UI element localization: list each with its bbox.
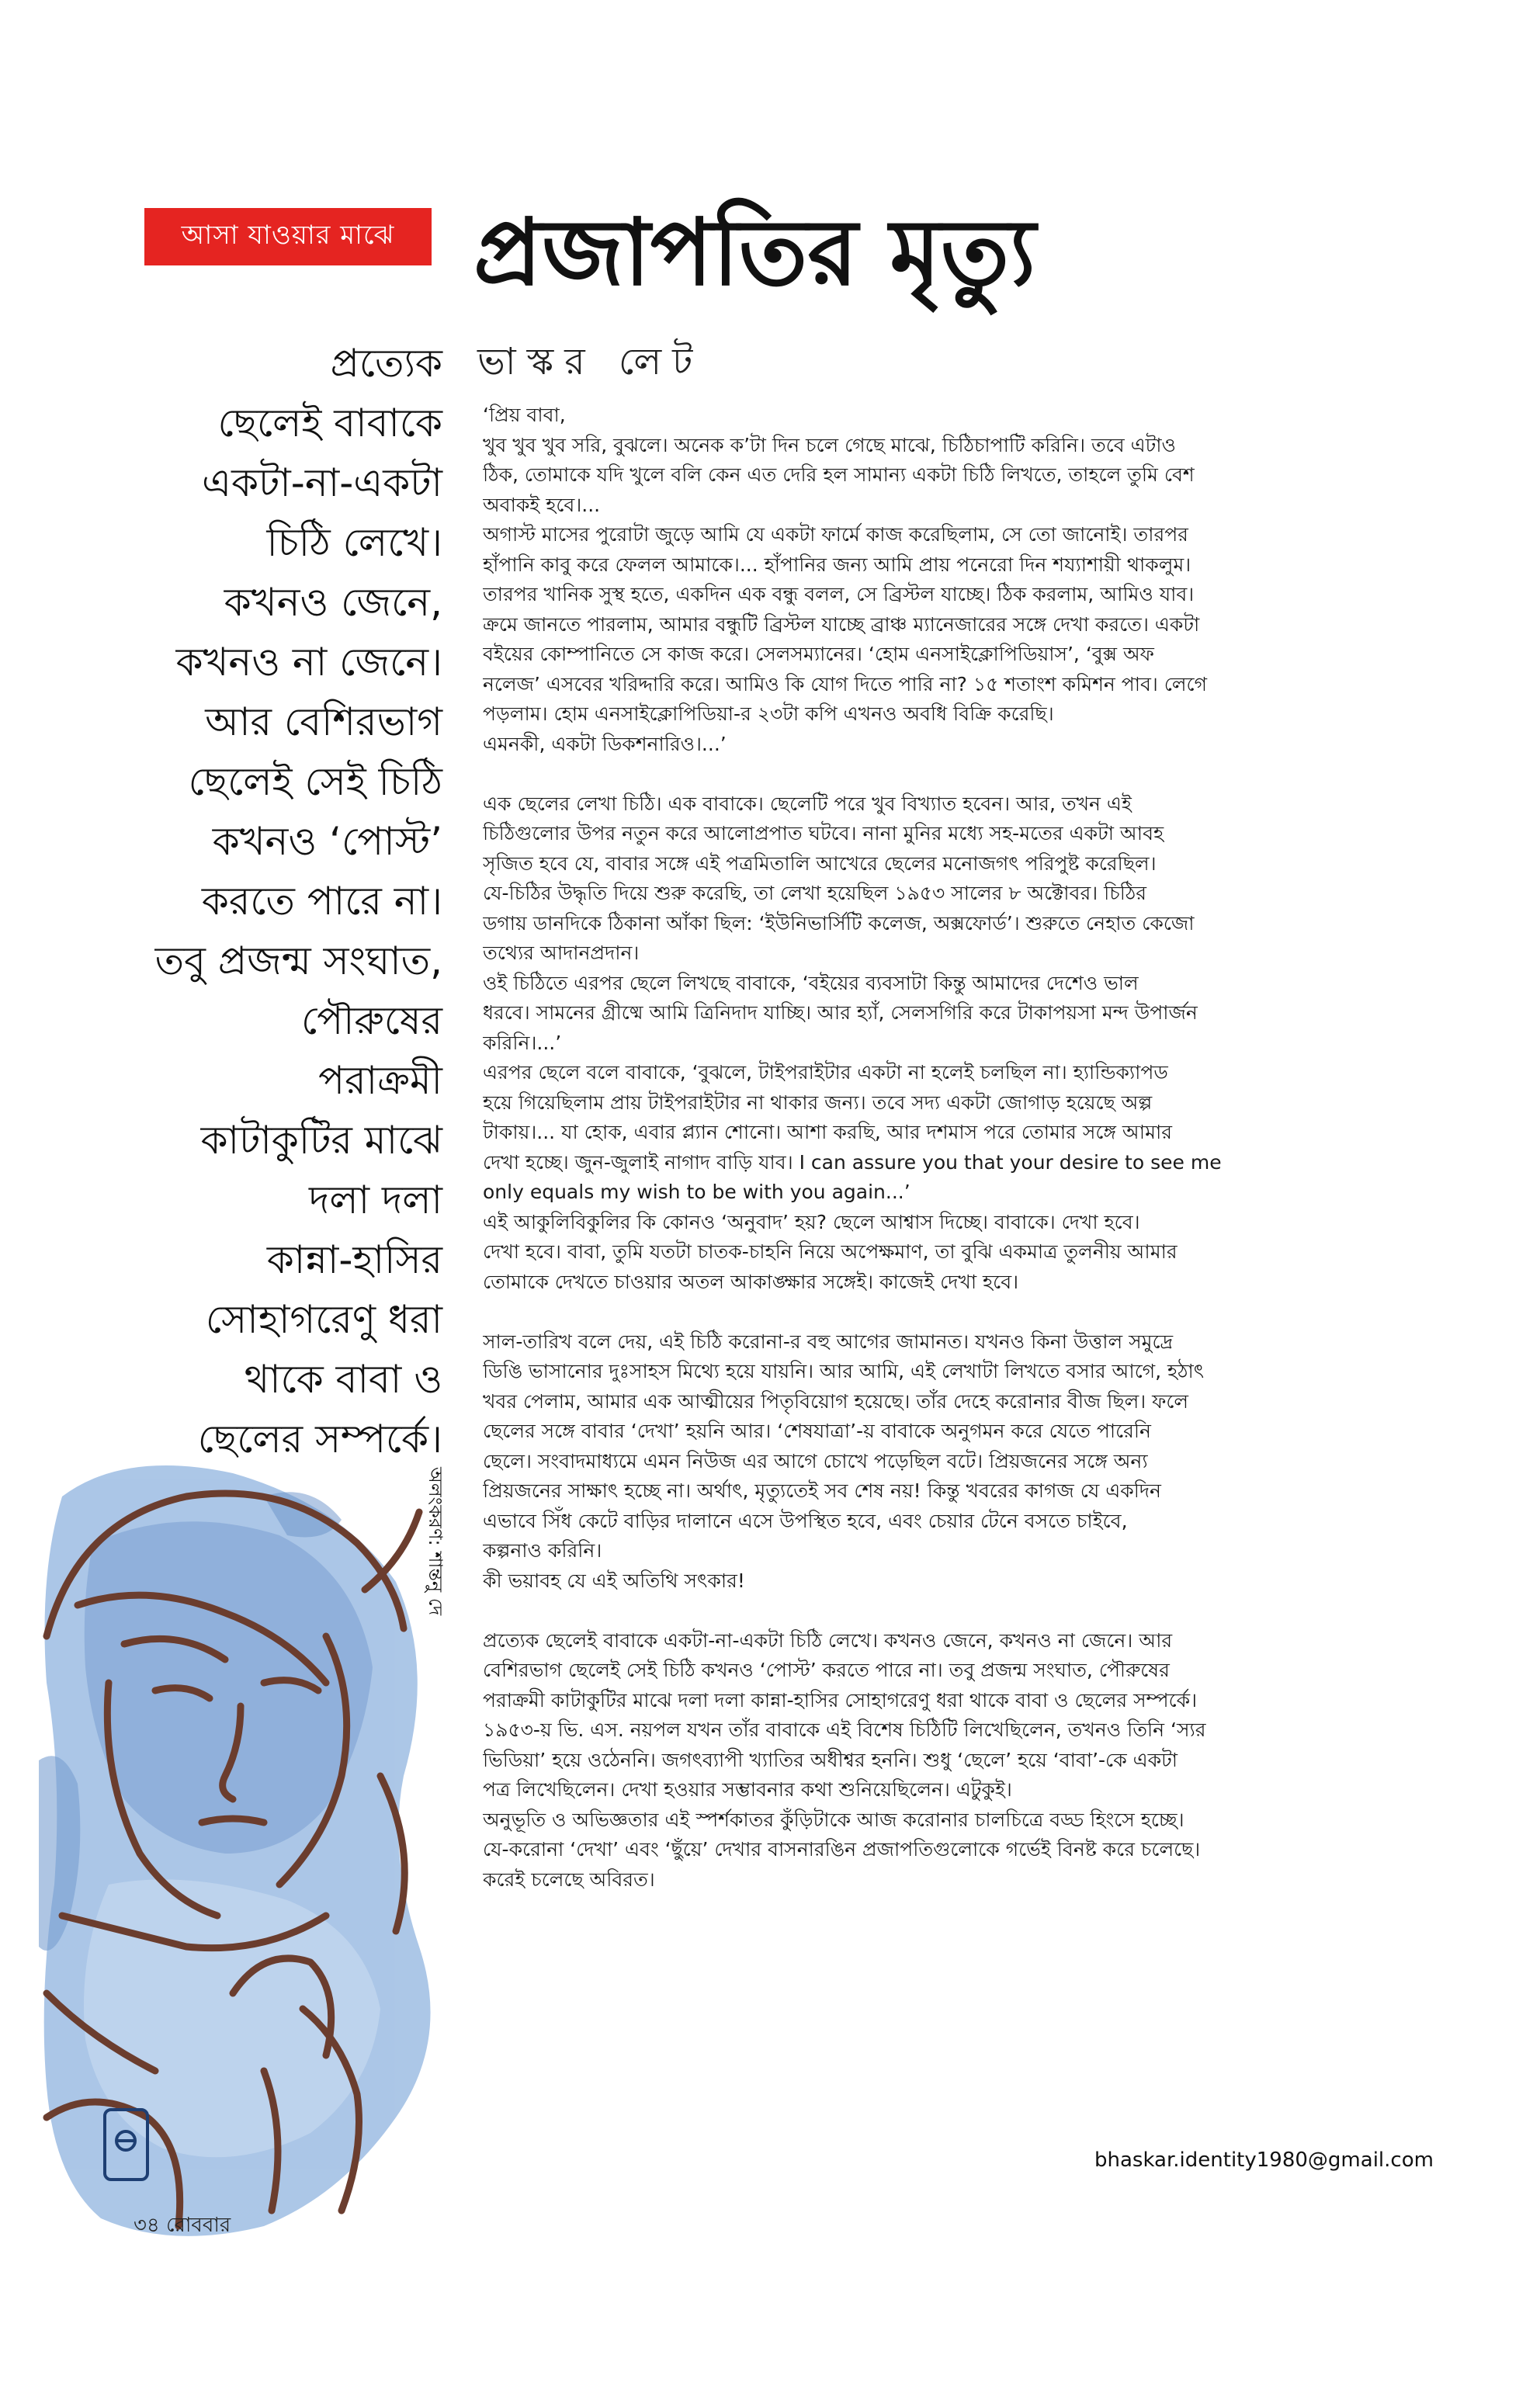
body-line: ডগায় ডানদিকে ঠিকানা আঁকা ছিল: ‘ইউনিভার্সিটি কলেজ, অক্সফোর্ড’। শুরুতে নেহাত কেজো — [483, 911, 1195, 935]
pull-quote-line: কখনও না জেনে। — [175, 640, 442, 685]
illustration — [31, 1450, 466, 2253]
body-line: তারপর খানিক সুস্থ হতে, একদিন এক বন্ধু বলল, সে ব্রিস্টল যাচ্ছে। ঠিক করলাম, আমিও যাব। — [483, 583, 1195, 605]
article-body — [483, 401, 1399, 1895]
pull-quote-line: পরাক্রমী — [318, 1058, 442, 1103]
pull-quote-line: তবু প্রজন্ম সংঘাত, — [154, 938, 442, 983]
body-line: প্রত্যেক ছেলেই বাবাকে একটা-না-একটা চিঠি লেখে। কখনও জেনে, কখনও না জেনে। আর — [483, 1628, 1173, 1652]
body-line: অগাস্ট মাসের পুরোটা জুড়ে আমি যে একটা ফার্মে কাজ করেছিলাম, সে তো জানোই। তারপর — [483, 523, 1188, 546]
pull-quote-line: ছেলেই বাবাকে — [217, 401, 442, 446]
body-line: খবর পেলাম, আমার এক আত্মীয়ের পিতৃবিয়োগ হয়েছে। তাঁর দেহে করোনার বীজ ছিল। ফলে — [483, 1389, 1189, 1413]
body-line: এক ছেলের লেখা চিঠি। এক বাবাকে। ছেলেটি পরে খুব বিখ্যাত হবেন। আর, তখন এই — [483, 792, 1132, 815]
paragraph-gap — [483, 1297, 1399, 1327]
body-line: ঠিক, তোমাকে যদি খুলে বলি কেন এত দেরি হল সামান্য একটা চিঠি লিখতে, তাহলে তুমি বেশ — [483, 463, 1195, 486]
pull-quote-line: ছেলেই সেই চিঠি — [188, 759, 442, 804]
body-line: সাল-তারিখ বলে দেয়, এই চিঠি করোনা-র বহু আগের জামানত। যখনও কিনা উত্তাল সমুদ্রে — [483, 1330, 1174, 1353]
pull-quote — [116, 334, 442, 1469]
body-line: প্রিয়জনের সাক্ষাৎ হচ্ছে না। অর্থাৎ, মৃত্যুতেই সব শেষ নয়! কিন্তু খবরের কাগজ যে একদিন — [483, 1479, 1161, 1502]
body-line: করেই চলেছে অবিরত। — [483, 1868, 655, 1891]
pull-quote-line: কখনও ‘পোস্ট’ — [212, 819, 442, 864]
body-line: বইয়ের কোম্পানিতে সে কাজ করে। সেলসম্যানের। ‘হোম এনসাইক্লোপিডিয়াস’, ‘বুক্স অফ — [483, 643, 1154, 665]
pull-quote-line: ছেলের সম্পর্কে। — [197, 1417, 442, 1462]
body-line: পরাক্রমী কাটাকুটির মাঝে দলা দলা কান্না-হাসির সোহাগরেণু ধরা থাকে বাবা ও ছেলের সম্পর্কে। — [483, 1688, 1198, 1712]
body-line: ছেলের সঙ্গে বাবার ‘দেখা’ হয়নি আর। ‘শেষযাত্রা’-য় বাবাকে অনুগমন করে যেতে পারেনি — [483, 1420, 1151, 1442]
body-line: পত্র লিখেছিলেন। দেখা হওয়ার সম্ভাবনার কথা শুনিয়েছিলেন। এটুকুই। — [483, 1778, 1012, 1801]
body-line: বেশিরভাগ ছেলেই সেই চিঠি কখনও ‘পোস্ট’ করতে পারে না। তবু প্রজন্ম সংঘাত, পৌরুষের — [483, 1659, 1170, 1681]
body-line: অবাকই হবে।... — [483, 493, 601, 516]
body-line: অনুভূতি ও অভিজ্ঞতার এই স্পর্শকাতর কুঁড়িটাকে আজ করোনার চালচিত্রে বড্ড হিংসে হচ্ছে। — [483, 1808, 1184, 1831]
section-tag: আসা যাওয়ার মাঝে — [144, 208, 432, 265]
pull-quote-line: কাটাকুটির মাঝে — [200, 1118, 442, 1163]
pull-quote-line: পৌরুষের — [300, 998, 442, 1043]
body-line: নলেজ’ এসবের খরিদ্দারি করে। আমিও কি যোগ দিতে পারি না? ১৫ শতাংশ কমিশন পাব। লেগে — [483, 672, 1207, 695]
body-line: টাকায়।... যা হোক, এবার প্ল্যান শোনো। আশা করছি, আর দশমাস পরে তোমার সঙ্গে আমার — [483, 1121, 1172, 1143]
pull-quote-line: প্রত্যেক — [330, 341, 442, 386]
pull-quote-line: চিঠি লেখে। — [266, 520, 442, 565]
page-folio: ৩৪ রোববার — [134, 2214, 231, 2237]
body-line: only equals my wish to be with you again...’ — [483, 1181, 910, 1203]
illustration-credit: অলংকরণ: শান্তনু দে — [425, 1467, 446, 1616]
body-line: চিঠিগুলোর উপর নতুন করে আলোপ্রপাত ঘটবে। নানা মুনির মধ্যে সহ-মতের একটা আবহ — [483, 822, 1164, 844]
body-line: যে-করোনা ‘দেখা’ এবং ‘ছুঁয়ে’ দেখার বাসনারঙিন প্রজাপতিগুলোকে গর্ভেই বিনষ্ট করে চলেছে। — [483, 1838, 1201, 1861]
body-line: ‘প্রিয় বাবা, — [483, 404, 566, 426]
body-line: ধরবে। সামনের গ্রীষ্মে আমি ত্রিনিদাদ যাচ্ছি। আর হ্যাঁ, সেলসগিরি করে টাকাপয়সা মন্দ উপার্জন — [483, 1001, 1198, 1024]
body-line: এরপর ছেলে বলে বাবাকে, ‘বুঝলে, টাইপরাইটার একটা না হলেই চলছিল না। হ্যান্ডিক্যাপড — [483, 1061, 1168, 1084]
pull-quote-line: একটা-না-একটা — [202, 460, 442, 505]
pull-quote-line: দলা দলা — [309, 1177, 442, 1223]
body-line: খুব খুব খুব সরি, বুঝলে। অনেক ক’টা দিন চলে গেছে মাঝে, চিঠিচাপাটি করিনি। তবে এটাও — [483, 433, 1176, 456]
pull-quote-line: থাকে বাবা ও — [244, 1357, 442, 1402]
author-byline: ভাস্কর লেট — [477, 340, 704, 383]
paragraph-gap — [483, 1596, 1399, 1626]
body-line: ১৯৫৩-য় ভি. এস. নয়পল যখন তাঁর বাবাকে এই বিশেষ চিঠিটি লিখেছিলেন, তখনও তিনি ‘স্যর — [483, 1718, 1206, 1741]
pull-quote-line: কান্না-হাসির — [266, 1237, 442, 1282]
pull-quote-line: কখনও জেনে, — [224, 580, 442, 625]
body-line: ভিডিয়া’ হয়ে ওঠেননি। জগৎব্যাপী খ্যাতির অধীশ্বর হননি। শুধু ‘ছেলে’ হয়ে ‘বাবা’-কে একটা — [483, 1748, 1178, 1771]
pull-quote-line: করতে পারে না। — [201, 879, 442, 924]
body-line: হয়ে গিয়েছিলাম প্রায় টাইপরাইটার না থাকার জন্য। তবে সদ্য একটা জোগাড় হয়েছে অল্প — [483, 1091, 1153, 1114]
body-line: কল্পনাও করিনি। — [483, 1539, 602, 1562]
body-line: এই আকুলিবিকুলির কি কোনও ‘অনুবাদ’ হয়? ছেলে আশ্বাস দিচ্ছে। বাবাকে। দেখা হবে। — [483, 1210, 1140, 1233]
body-line: এমনকী, একটা ডিকশনারিও।...’ — [483, 732, 727, 755]
body-line: দেখা হবে। বাবা, তুমি যতটা চাতক-চাহনি নিয়ে অপেক্ষমাণ, তা বুঝি একমাত্র তুলনীয় আমার — [483, 1240, 1178, 1263]
body-line: তোমাকে দেখতে চাওয়ার অতল আকাঙ্ক্ষার সঙ্গেই। কাজেই দেখা হবে। — [483, 1270, 1019, 1293]
body-line: যে-চিঠির উদ্ধৃতি দিয়ে শুরু করেছি, তা লেখা হয়েছিল ১৯৫৩ সালের ৮ অক্টোবর। চিঠির — [483, 882, 1147, 904]
body-line: এভাবে সিঁধ কেটে বাড়ির দালানে এসে উপস্থিত হবে, এবং চেয়ার টেনে বসতে চাইবে, — [483, 1509, 1128, 1532]
author-email: bhaskar.identity1980@gmail.com — [1094, 2148, 1434, 2172]
body-line: ক্রমে জানতে পারলাম, আমার বন্ধুটি ব্রিস্টল যাচ্ছে ব্রাঞ্চ ম্যানেজারের সঙ্গে দেখা করতে। একটা — [483, 612, 1200, 636]
body-line: ডিঙি ভাসানোর দুঃসাহস মিথ্যে হয়ে যায়নি। আর আমি, এই লেখাটা লিখতে বসার আগে, হঠাৎ — [483, 1360, 1205, 1382]
body-line: তথ্যের আদানপ্রদান। — [483, 942, 640, 964]
paragraph-gap — [483, 759, 1399, 789]
body-line: দেখা হচ্ছে। জুন-জুলাই নাগাদ বাড়ি যাব। I can assure you that your desire to see me — [483, 1150, 1222, 1174]
body-line: ওই চিঠিতে এরপর ছেলে লিখছে বাবাকে, ‘বইয়ের ব্যবসাটা কিন্তু আমাদের দেশেও ভাল — [483, 971, 1139, 994]
pull-quote-line: আর বেশিরভাগ — [205, 699, 442, 744]
body-line: হাঁপানি কাবু করে ফেলল আমাকে।... হাঁপানির জন্য আমি প্রায় পনেরো দিন শয্যাশায়ী থাকলুম। — [483, 553, 1191, 576]
body-line: কী ভয়াবহ যে এই অতিথি সৎকার! — [483, 1569, 745, 1592]
pull-quote-line: সোহাগরেণু ধরা — [205, 1297, 442, 1342]
body-line: করিনি।...’ — [483, 1031, 562, 1054]
article-title: প্রজাপতির মৃত্যু — [473, 199, 1036, 306]
body-line: পড়লাম। হোম এনসাইক্লোপিডিয়া-র ২৩টা কপি এখনও অবধি বিক্রি করেছি। — [483, 702, 1054, 725]
body-line: সৃজিত হবে যে, বাবার সঙ্গে এই পত্রমিতালি আখেরে ছেলের মনোজগৎ পরিপুষ্ট করেছিল। — [483, 851, 1157, 875]
body-line: ছেলে। সংবাদমাধ্যমে এমন নিউজ এর আগে চোখে পড়েছিল বটে। প্রিয়জনের সঙ্গে অন্য — [483, 1449, 1148, 1472]
